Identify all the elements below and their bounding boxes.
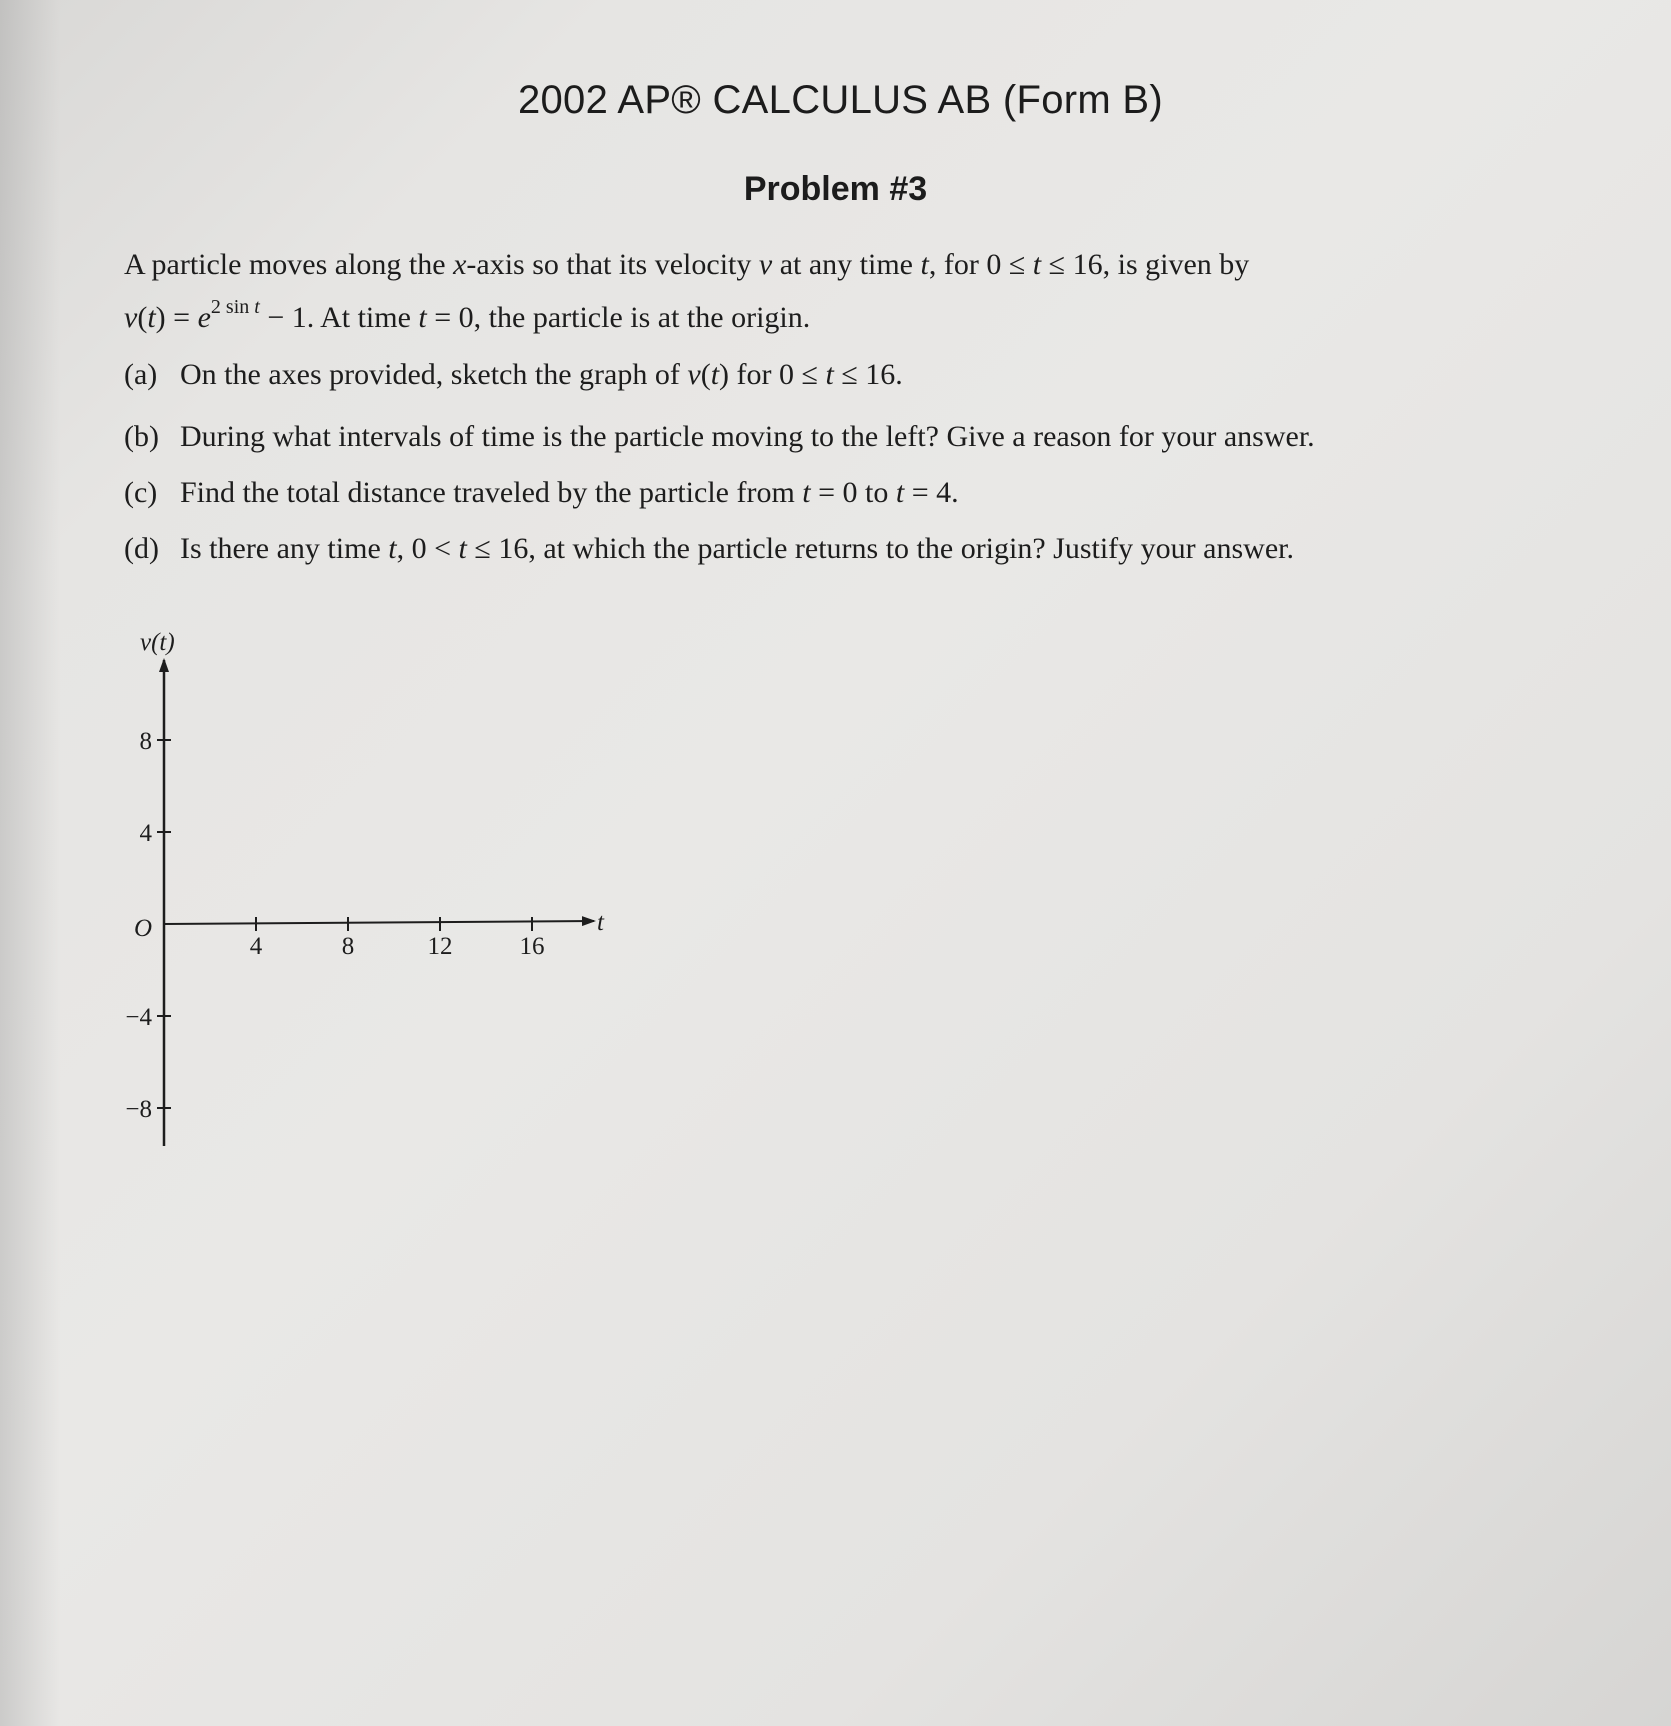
x-axis-label: t — [597, 909, 604, 936]
part-b: (b) During what intervals of time is the particle moving to the left? Give a reason for your answer. — [124, 420, 1315, 453]
y-axis-label: v(t) — [140, 629, 175, 656]
problem-heading: Problem #3 — [743, 170, 928, 208]
x-tick-label: 4 — [249, 933, 263, 960]
part-c: (c) Find the total distance traveled by the particle from t = 0 to t = 4. — [124, 476, 959, 509]
x-tick-label: 8 — [341, 933, 355, 960]
y-tick-label: 8 — [139, 728, 152, 755]
x-axis — [164, 921, 594, 924]
intro-line-2: $v(t) = e^{2 sin t} - 1$. At time t = 0, the particle is at the origin. — [124, 296, 811, 334]
intro-line-1: A particle moves along the x-axis so that its velocity v at any time t, for 0 ≤ t ≤ 16, is given by — [124, 248, 1250, 281]
y-tick-label: −8 — [125, 1096, 152, 1123]
origin-label: O — [134, 915, 153, 942]
part-d: (d) Is there any time t, 0 < t ≤ 16, at which the particle returns to the origin? Justify your answer. — [124, 532, 1294, 565]
y-tick-label: −4 — [125, 1004, 152, 1031]
page-title: 2002 AP® CALCULUS AB (Form B) — [517, 78, 1164, 122]
part-a: (a) On the axes provided, sketch the graph of v(t) for 0 ≤ t ≤ 16. — [124, 358, 903, 391]
x-tick-label: 16 — [519, 933, 545, 960]
x-tick-label: 12 — [427, 933, 453, 960]
y-tick-label: 4 — [139, 820, 152, 847]
